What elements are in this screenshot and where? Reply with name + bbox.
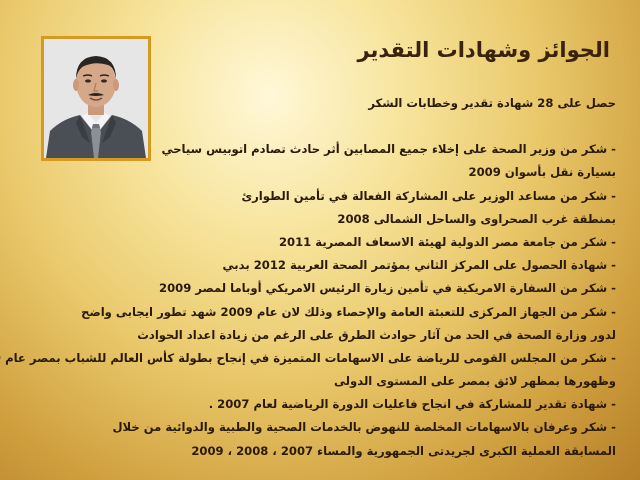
- award-line: المسابقة العملية الكبرى لجريدتى الجمهورية والمساء 2007 ، 2008 ، 2009: [191, 443, 616, 458]
- award-line: لدور وزارة الصحة في الحد من آثار حوادث الطرق على الرغم من زيادة اعداد الحوادث: [137, 327, 616, 342]
- award-line: - شهادة تقدير للمشاركة في انجاح فاعليات الدورة الرياضية لعام 2007 .: [208, 397, 616, 412]
- awards-summary: حصل على 28 شهادة تقدير وخطابات الشكر: [368, 96, 616, 110]
- award-line: - شكر من وزير الصحة على إخلاء جميع المصابين أثر حادث تصادم اتوبيس سياحي: [161, 142, 616, 157]
- award-line: - شكر وعرفان بالاسهامات المخلصة للنهوض بالخدمات الصحية والطبية والدوائية من خلال: [112, 420, 616, 435]
- award-line: بسيارة نقل بأسوان 2009: [468, 165, 616, 180]
- page-title: الجوائز وشهادات التقدير: [357, 38, 610, 62]
- spacer: [26, 115, 616, 138]
- award-line: - شكر من الجهاز المركزى للتعبئة العامة والإحصاء وذلك لان عام 2009 شهد تطور ايجابى واضح: [81, 304, 616, 319]
- awards-text: [5, 92, 616, 463]
- award-line: بمنطقة غرب الصحراوى والساحل الشمالى 2008: [337, 211, 616, 226]
- award-line: وظهورها بمظهر لائق بمصر على المستوى الدولى: [333, 374, 616, 389]
- award-line: - شكر من المجلس القومى للرياضة على الاسهامات المتميزة في إنجاح بطولة كأس العالم للشباب بمصر عام: [5, 350, 616, 365]
- award-line: - شكر من جامعة مصر الدولية لهيئة الاسعاف المصرية 2011: [278, 234, 616, 249]
- award-line: - شهادة الحصول على المركز الثاني بمؤتمر الصحة العربية 2012 بدبي: [222, 258, 616, 273]
- award-line: - شكر من السفارة الامريكية في تأمين زيارة الرئيس الامريكي أوباما لمصر 2009: [159, 281, 616, 296]
- award-line: - شكر من مساعد الوزير على المشاركة الفعالة في تأمين الطوارئ: [241, 188, 616, 203]
